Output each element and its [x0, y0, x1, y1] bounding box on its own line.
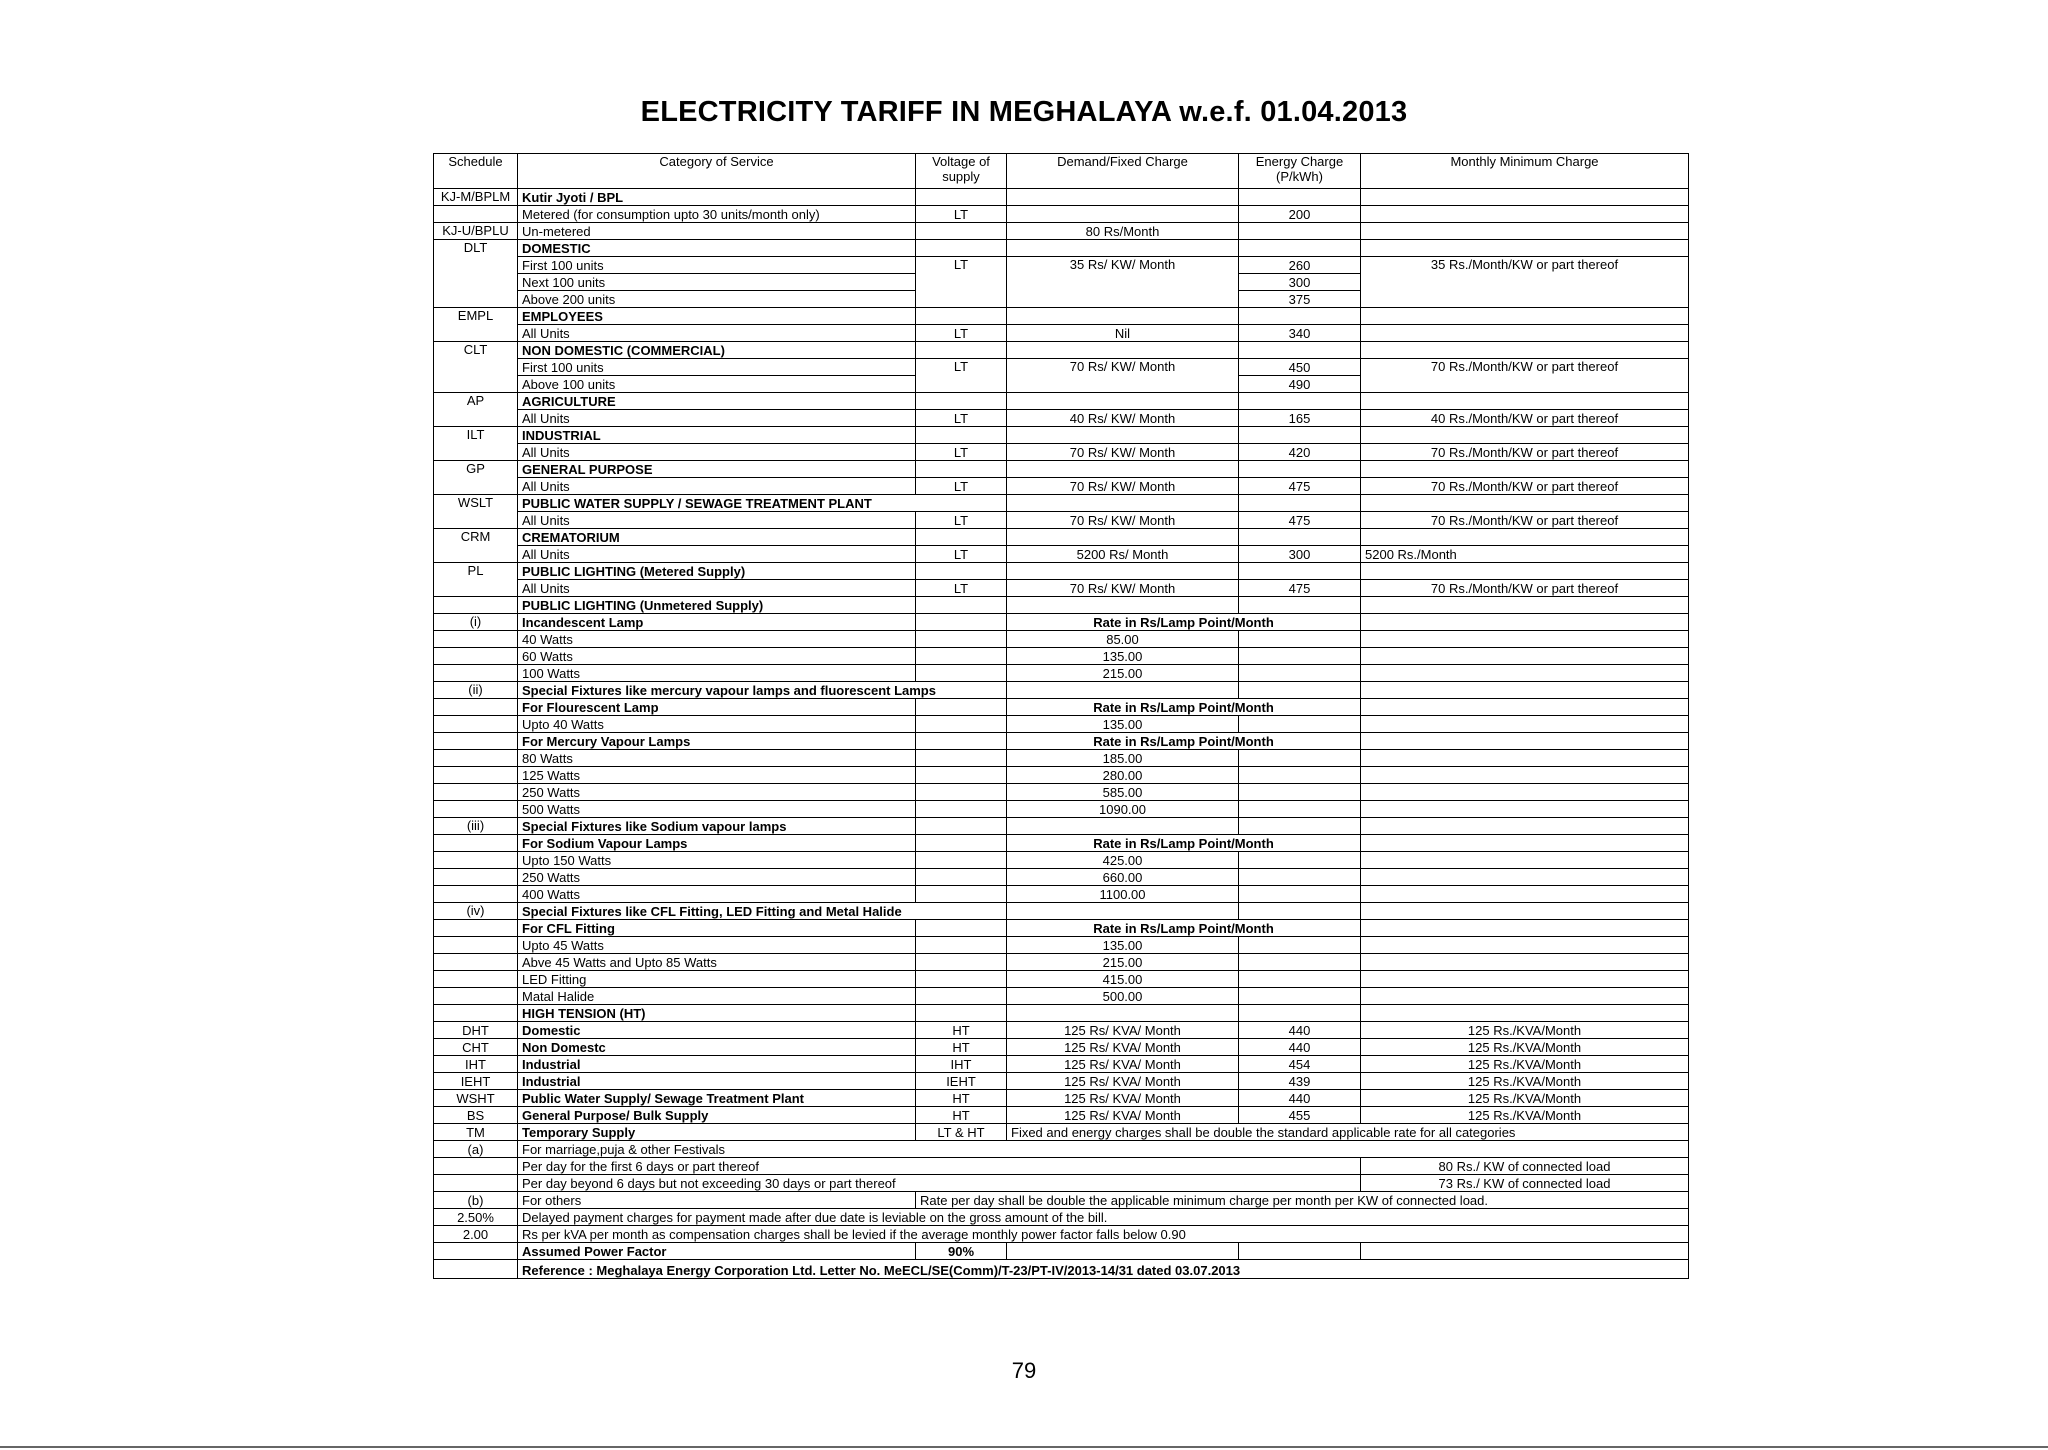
schedule-code: WSHT [434, 1090, 518, 1107]
table-row [434, 937, 1689, 954]
table-row [434, 580, 1689, 597]
schedule-code: IHT [434, 1056, 518, 1073]
demand-value: 70 Rs/ KW/ Month [1007, 359, 1239, 393]
section-heading: INDUSTRIAL [518, 427, 916, 444]
voltage-value: LT [916, 325, 1007, 342]
subsection-marker: (iv) [434, 903, 518, 920]
demand-value: 70 Rs/ KW/ Month [1007, 580, 1239, 597]
table-row [434, 597, 1689, 614]
subsection-heading: Special Fixtures like CFL Fitting, LED Fitting and Metal Halide [518, 903, 1007, 920]
table-row [434, 308, 1689, 325]
category-label: Public Water Supply/ Sewage Treatment Plant [518, 1090, 916, 1107]
category-label: 500 Watts [518, 801, 916, 818]
voltage-value: LT & HT [916, 1124, 1007, 1141]
table-row [434, 614, 1689, 631]
table-row [434, 1039, 1689, 1056]
category-label: Industrial [518, 1056, 916, 1073]
category-label: Un-metered [518, 223, 916, 240]
table-row [434, 393, 1689, 410]
subsection-marker: (ii) [434, 682, 518, 699]
table-row [434, 784, 1689, 801]
table-row [434, 1192, 1689, 1209]
demand-value: 80 Rs/Month [1007, 223, 1239, 240]
rate-value: 135.00 [1007, 648, 1239, 665]
energy-value: 475 [1239, 580, 1361, 597]
section-heading: DOMESTIC [518, 240, 916, 257]
table-row [434, 1124, 1689, 1141]
schedule-code: TM [434, 1124, 518, 1141]
table-row [434, 444, 1689, 461]
table-row [434, 1175, 1689, 1192]
voltage-value: HT [916, 1039, 1007, 1056]
schedule-code: DLT [434, 240, 518, 308]
minimum-value: 35 Rs./Month/KW or part thereof [1361, 257, 1689, 308]
table-row [434, 665, 1689, 682]
table-row [434, 546, 1689, 563]
voltage-value: LT [916, 512, 1007, 529]
category-label: 250 Watts [518, 784, 916, 801]
rate-value: 1090.00 [1007, 801, 1239, 818]
rate-value: 135.00 [1007, 716, 1239, 733]
subsection-heading: Special Fixtures like Sodium vapour lamps [518, 818, 916, 835]
subsection-marker: (a) [434, 1141, 518, 1158]
category-label: Above 200 units [518, 291, 916, 308]
category-label: Upto 40 Watts [518, 716, 916, 733]
demand-value: 5200 Rs/ Month [1007, 546, 1239, 563]
voltage-value: HT [916, 1090, 1007, 1107]
table-row [434, 869, 1689, 886]
table-row [434, 223, 1689, 240]
section-heading: GENERAL PURPOSE [518, 461, 916, 478]
demand-value: 70 Rs/ KW/ Month [1007, 478, 1239, 495]
subsection-heading: For Sodium Vapour Lamps [518, 835, 916, 852]
table-row [434, 1090, 1689, 1107]
misc-marker: 2.00 [434, 1226, 518, 1243]
power-factor-value: 90% [916, 1243, 1007, 1260]
table-row [434, 920, 1689, 937]
table-row [434, 954, 1689, 971]
demand-value: 125 Rs/ KVA/ Month [1007, 1022, 1239, 1039]
table-row [434, 733, 1689, 750]
rate-header: Rate in Rs/Lamp Point/Month [1007, 920, 1361, 937]
minimum-value: 70 Rs./Month/KW or part thereof [1361, 478, 1689, 495]
category-label: First 100 units [518, 257, 916, 274]
voltage-value: IHT [916, 1056, 1007, 1073]
table-row [434, 495, 1689, 512]
minimum-value: 125 Rs./KVA/Month [1361, 1090, 1689, 1107]
category-label: For marriage,puja & other Festivals [518, 1141, 1689, 1158]
rate-value: 85.00 [1007, 631, 1239, 648]
table-row [434, 1158, 1689, 1175]
subsection-heading: Special Fixtures like mercury vapour lamps and fluorescent Lamps [518, 682, 1007, 699]
schedule-code: CLT [434, 342, 518, 393]
section-heading: HIGH TENSION (HT) [518, 1005, 916, 1022]
table-row [434, 1005, 1689, 1022]
minimum-value: 125 Rs./KVA/Month [1361, 1022, 1689, 1039]
voltage-value: LT [916, 580, 1007, 597]
header-voltage: Voltage of supply [916, 154, 1007, 189]
minimum-value: 125 Rs./KVA/Month [1361, 1039, 1689, 1056]
minimum-value: 5200 Rs./Month [1361, 546, 1689, 563]
header-minimum: Monthly Minimum Charge [1361, 154, 1689, 189]
table-row [434, 1243, 1689, 1260]
note-text: Fixed and energy charges shall be double the standard applicable rate for all categories [1007, 1124, 1689, 1141]
table-row [434, 971, 1689, 988]
rate-value: Rate per day shall be double the applicable minimum charge per month per KW of connected load. [916, 1192, 1689, 1209]
demand-value: 125 Rs/ KVA/ Month [1007, 1073, 1239, 1090]
bottom-rule [0, 1446, 2048, 1448]
rate-header: Rate in Rs/Lamp Point/Month [1007, 835, 1361, 852]
rate-value: 1100.00 [1007, 886, 1239, 903]
table-row [434, 461, 1689, 478]
table-row [434, 1073, 1689, 1090]
minimum-value: 125 Rs./KVA/Month [1361, 1107, 1689, 1124]
header-demand: Demand/Fixed Charge [1007, 154, 1239, 189]
section-heading: CREMATORIUM [518, 529, 916, 546]
table-row [434, 1056, 1689, 1073]
voltage-value: LT [916, 444, 1007, 461]
minimum-value: 40 Rs./Month/KW or part thereof [1361, 410, 1689, 427]
page-number: 79 [1011, 1358, 1037, 1383]
category-label: Domestic [518, 1022, 916, 1039]
rate-value: 585.00 [1007, 784, 1239, 801]
minimum-value: 125 Rs./KVA/Month [1361, 1056, 1689, 1073]
demand-value: 125 Rs/ KVA/ Month [1007, 1107, 1239, 1124]
voltage-value: LT [916, 257, 1007, 308]
energy-value: 200 [1239, 206, 1361, 223]
category-label: 40 Watts [518, 631, 916, 648]
energy-value: 475 [1239, 478, 1361, 495]
subsection-heading: For Mercury Vapour Lamps [518, 733, 916, 750]
voltage-value: LT [916, 206, 1007, 223]
schedule-code: EMPL [434, 308, 518, 342]
category-label: All Units [518, 546, 916, 563]
section-heading: EMPLOYEES [518, 308, 916, 325]
rate-value: 135.00 [1007, 937, 1239, 954]
minimum-value: 70 Rs./Month/KW or part thereof [1361, 444, 1689, 461]
table-row [434, 206, 1689, 223]
table-row [434, 1107, 1689, 1124]
category-label: Upto 45 Watts [518, 937, 916, 954]
subsection-heading: For CFL Fitting [518, 920, 916, 937]
table-row [434, 1141, 1689, 1158]
section-heading: NON DOMESTIC (COMMERCIAL) [518, 342, 916, 359]
category-label: Metered (for consumption upto 30 units/month only) [518, 206, 916, 223]
rate-value: 185.00 [1007, 750, 1239, 767]
energy-value: 439 [1239, 1073, 1361, 1090]
table-row [434, 767, 1689, 784]
category-label: Temporary Supply [518, 1124, 916, 1141]
category-label: All Units [518, 580, 916, 597]
section-heading: PUBLIC WATER SUPPLY / SEWAGE TREATMENT PLANT [518, 495, 1007, 512]
rate-value: 415.00 [1007, 971, 1239, 988]
energy-value: 440 [1239, 1090, 1361, 1107]
rate-value: 215.00 [1007, 665, 1239, 682]
category-label: Per day beyond 6 days but not exceeding 30 days or part thereof [518, 1175, 1361, 1192]
table-row [434, 852, 1689, 869]
minimum-value: 125 Rs./KVA/Month [1361, 1073, 1689, 1090]
schedule-code: CHT [434, 1039, 518, 1056]
category-label: All Units [518, 410, 916, 427]
schedule-code: DHT [434, 1022, 518, 1039]
table-row [434, 835, 1689, 852]
schedule-code: AP [434, 393, 518, 427]
category-label: Matal Halide [518, 988, 916, 1005]
section-heading: PUBLIC LIGHTING (Unmetered Supply) [518, 597, 916, 614]
rate-value: 425.00 [1007, 852, 1239, 869]
rate-header: Rate in Rs/Lamp Point/Month [1007, 614, 1361, 631]
subsection-marker: (b) [434, 1192, 518, 1209]
table-row [434, 716, 1689, 733]
demand-value: 35 Rs/ KW/ Month [1007, 257, 1239, 308]
tariff-table [433, 153, 1689, 1279]
page-title: ELECTRICITY TARIFF IN MEGHALAYA w.e.f. 01.04.2013 [640, 96, 1408, 128]
table-row [434, 427, 1689, 444]
energy-value: 450 [1239, 359, 1361, 376]
schedule-code: KJ-M/BPLM [434, 189, 518, 206]
table-row [434, 563, 1689, 580]
schedule-code: KJ-U/BPLU [434, 223, 518, 240]
demand-value: 125 Rs/ KVA/ Month [1007, 1090, 1239, 1107]
minimum-value: 70 Rs./Month/KW or part thereof [1361, 359, 1689, 393]
schedule-code: ILT [434, 427, 518, 461]
misc-marker: 2.50% [434, 1209, 518, 1226]
energy-value: 300 [1239, 274, 1361, 291]
table-row [434, 1022, 1689, 1039]
voltage-value: HT [916, 1107, 1007, 1124]
table-row [434, 1226, 1689, 1243]
category-label: All Units [518, 512, 916, 529]
rate-value: 73 Rs./ KW of connected load [1361, 1175, 1689, 1192]
schedule-code: CRM [434, 529, 518, 563]
category-label: Above 100 units [518, 376, 916, 393]
voltage-value: LT [916, 478, 1007, 495]
header-energy: Energy Charge (P/kWh) [1239, 154, 1361, 189]
rate-header: Rate in Rs/Lamp Point/Month [1007, 699, 1361, 716]
energy-value: 260 [1239, 257, 1361, 274]
schedule-code: IEHT [434, 1073, 518, 1090]
rate-value: 80 Rs./ KW of connected load [1361, 1158, 1689, 1175]
schedule-code: WSLT [434, 495, 518, 529]
note-text: Delayed payment charges for payment made after due date is leviable on the gross amount of the bill. [518, 1209, 1689, 1226]
demand-value: 70 Rs/ KW/ Month [1007, 512, 1239, 529]
category-label: Abve 45 Watts and Upto 85 Watts [518, 954, 916, 971]
demand-value: 40 Rs/ KW/ Month [1007, 410, 1239, 427]
category-label: First 100 units [518, 359, 916, 376]
voltage-value: LT [916, 546, 1007, 563]
subsection-heading: For Flourescent Lamp [518, 699, 916, 716]
energy-value: 340 [1239, 325, 1361, 342]
note-text: Rs per kVA per month as compensation charges shall be levied if the average monthly power factor falls below 0.90 [518, 1226, 1689, 1243]
header-category: Category of Service [518, 154, 916, 189]
energy-value: 420 [1239, 444, 1361, 461]
table-row [434, 189, 1689, 206]
energy-value: 454 [1239, 1056, 1361, 1073]
schedule-code: PL [434, 563, 518, 597]
section-heading: PUBLIC LIGHTING (Metered Supply) [518, 563, 916, 580]
table-row [434, 903, 1689, 920]
rate-value: 500.00 [1007, 988, 1239, 1005]
table-row [434, 1260, 1689, 1279]
rate-value: 280.00 [1007, 767, 1239, 784]
category-label: 80 Watts [518, 750, 916, 767]
category-label: All Units [518, 444, 916, 461]
voltage-value: IEHT [916, 1073, 1007, 1090]
category-label: 100 Watts [518, 665, 916, 682]
table-row [434, 240, 1689, 257]
minimum-value: 70 Rs./Month/KW or part thereof [1361, 580, 1689, 597]
section-heading: AGRICULTURE [518, 393, 916, 410]
table-row [434, 801, 1689, 818]
voltage-value: LT [916, 410, 1007, 427]
table-header-row [434, 154, 1689, 189]
category-label: LED Fitting [518, 971, 916, 988]
section-heading: Kutir Jyoti / BPL [518, 189, 916, 206]
energy-value: 440 [1239, 1022, 1361, 1039]
category-label: Per day for the first 6 days or part thereof [518, 1158, 1361, 1175]
energy-value: 165 [1239, 410, 1361, 427]
category-label: Non Domestc [518, 1039, 916, 1056]
minimum-value: 70 Rs./Month/KW or part thereof [1361, 512, 1689, 529]
subsection-heading: Incandescent Lamp [518, 614, 916, 631]
category-label: 250 Watts [518, 869, 916, 886]
voltage-value: LT [916, 359, 1007, 393]
category-label: 400 Watts [518, 886, 916, 903]
category-label: Industrial [518, 1073, 916, 1090]
subsection-marker: (i) [434, 614, 518, 631]
table-row [434, 512, 1689, 529]
energy-value: 300 [1239, 546, 1361, 563]
subsection-marker: (iii) [434, 818, 518, 835]
table-row [434, 1209, 1689, 1226]
category-label: All Units [518, 478, 916, 495]
table-row [434, 648, 1689, 665]
demand-value: 125 Rs/ KVA/ Month [1007, 1056, 1239, 1073]
table-row [434, 359, 1689, 376]
table-row [434, 682, 1689, 699]
category-label: 125 Watts [518, 767, 916, 784]
table-row [434, 325, 1689, 342]
energy-value: 490 [1239, 376, 1361, 393]
schedule-code: GP [434, 461, 518, 495]
energy-value: 455 [1239, 1107, 1361, 1124]
schedule-code: BS [434, 1107, 518, 1124]
demand-value: 125 Rs/ KVA/ Month [1007, 1039, 1239, 1056]
category-label: Next 100 units [518, 274, 916, 291]
rate-value: 660.00 [1007, 869, 1239, 886]
energy-value: 475 [1239, 512, 1361, 529]
reference-note: Reference : Meghalaya Energy Corporation Ltd. Letter No. MeECL/SE(Comm)/T-23/PT-IV/2013-14/31 dated 03.07.2013 [518, 1260, 1689, 1279]
rate-header: Rate in Rs/Lamp Point/Month [1007, 733, 1361, 750]
demand-value: 70 Rs/ KW/ Month [1007, 444, 1239, 461]
table-row [434, 886, 1689, 903]
energy-value: 375 [1239, 291, 1361, 308]
demand-value: Nil [1007, 325, 1239, 342]
rate-value: 215.00 [1007, 954, 1239, 971]
table-row [434, 988, 1689, 1005]
table-row [434, 410, 1689, 427]
table-row [434, 342, 1689, 359]
table-row [434, 818, 1689, 835]
category-label: Assumed Power Factor [518, 1243, 916, 1260]
category-label: General Purpose/ Bulk Supply [518, 1107, 916, 1124]
table-row [434, 750, 1689, 767]
category-label: 60 Watts [518, 648, 916, 665]
table-row [434, 631, 1689, 648]
category-label: For others [518, 1192, 916, 1209]
category-label: Upto 150 Watts [518, 852, 916, 869]
tariff-table-wrapper [433, 153, 1688, 1279]
table-row [434, 257, 1689, 274]
header-schedule: Schedule [434, 154, 518, 189]
category-label: All Units [518, 325, 916, 342]
table-row [434, 529, 1689, 546]
table-row [434, 699, 1689, 716]
voltage-value: HT [916, 1022, 1007, 1039]
table-row [434, 478, 1689, 495]
energy-value: 440 [1239, 1039, 1361, 1056]
